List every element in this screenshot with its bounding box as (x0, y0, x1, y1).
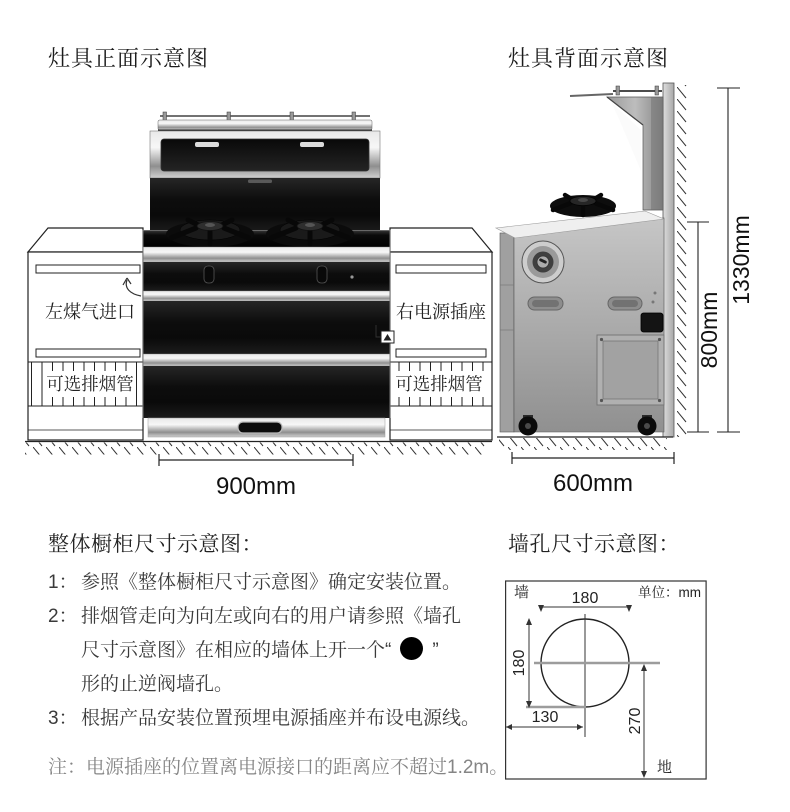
step-1 (48, 566, 508, 600)
back-dot-2 (652, 301, 655, 304)
step-2-number: 2： (48, 606, 78, 627)
dim-600mm-label: 600mm (552, 470, 634, 497)
left-cabinet-top (28, 228, 143, 252)
wall-label: 墙 (514, 584, 530, 601)
step-3-text: 根据产品安装位置预埋电源插座并布设电源线。 (81, 708, 481, 729)
left-cabinet-slot-top (36, 265, 140, 273)
right-cabinet-top (390, 228, 492, 252)
wall-hole-section-title: 墙孔尺寸示意图： (508, 533, 680, 556)
step-2 (48, 600, 508, 702)
dim-hole-width-label: 180 (571, 590, 599, 607)
drawer-2 (143, 301, 390, 354)
wall-hatch (675, 85, 687, 437)
dim-900mm (159, 454, 353, 500)
steel-strip-1 (143, 291, 390, 301)
back-ground-hatch (499, 438, 667, 450)
unit-label: 单位：mm (638, 585, 701, 600)
knob-left (204, 266, 214, 283)
step-2-line-2 (81, 634, 508, 668)
front-view-diagram (20, 75, 500, 505)
dim-800mm-label: 800mm (696, 291, 722, 369)
dim-900mm-label: 900mm (215, 473, 297, 500)
fan-outlet (522, 241, 564, 283)
back-view-title: 灶具背面示意图 (508, 46, 670, 71)
step-1-text: 参照《整体橱柜尺寸示意图》确定安装位置。 (81, 572, 462, 593)
ground-label: 地 (657, 759, 673, 776)
access-panel (597, 335, 664, 405)
right-cabinet-slot-top (396, 265, 486, 273)
gas-inlet-label: 左煤气进口 (45, 302, 135, 322)
steel-strip-2 (143, 354, 390, 366)
right-cabinet-body (390, 252, 492, 440)
back-dot-1 (654, 292, 657, 295)
back-burner (550, 195, 616, 217)
indicator-dot (350, 275, 353, 278)
duct-label-right: 可选排烟管 (395, 374, 483, 394)
ground-hatch (25, 443, 487, 455)
wall-hole-diagram (505, 576, 710, 786)
dim-1330mm-label: 1330mm (728, 215, 754, 305)
brand-logo (248, 180, 272, 184)
dim-1330mm (717, 88, 754, 432)
installation-steps (48, 566, 508, 736)
knob-right (317, 266, 327, 283)
power-socket-label: 右电源插座 (396, 302, 486, 322)
step-2-line-2-close-quote: ” (432, 640, 439, 661)
front-view-title: 灶具正面示意图 (48, 46, 210, 71)
right-cabinet (390, 228, 492, 440)
step-3 (48, 702, 508, 736)
drawer-3 (143, 366, 390, 418)
terminal-box (641, 313, 663, 332)
step-2-line-2-text: 尺寸示意图》在相应的墙体上开一个“ (81, 640, 392, 661)
cabinet-section-title: 整体橱柜尺寸示意图： (48, 533, 263, 556)
dim-hole-floor-height-label: 270 (627, 707, 644, 735)
dim-hole-offset-label: 130 (531, 709, 559, 726)
step-2-line-3: 形的止逆阀墙孔。 (81, 674, 234, 695)
dim-hole-width (538, 590, 632, 612)
step-3-number: 3： (48, 708, 78, 729)
stove-unit (143, 112, 390, 437)
step-1-number: 1： (48, 572, 78, 593)
vent-slot-right (608, 297, 642, 310)
vent-slot-left (528, 297, 563, 310)
back-hood (607, 97, 663, 210)
back-lid (570, 86, 662, 96)
stove-lid (158, 112, 372, 131)
right-cabinet-slot-bottom (396, 349, 486, 357)
wall-hole-shape-icon (400, 637, 423, 660)
step-2-text (81, 600, 508, 702)
dim-800mm (687, 222, 722, 432)
stove-hood (150, 131, 380, 178)
dim-hole-height-label: 180 (511, 649, 528, 677)
duct-label-left: 可选排烟管 (46, 374, 134, 394)
left-cabinet-slot-bottom (36, 349, 140, 357)
dim-hole-floor-height (627, 664, 647, 778)
base-handle (238, 422, 282, 433)
step-2-line-1: 排烟管走向为向左或向右的用户请参照《墙孔 (81, 606, 462, 627)
steel-band-top (143, 247, 390, 262)
dim-hole-offset (506, 709, 583, 730)
installation-note: 注：电源插座的位置离电源接口的距离应不超过1.2m。 (48, 757, 509, 778)
wall-hole-box (506, 581, 706, 779)
wall (663, 83, 674, 437)
back-left-face (500, 233, 514, 432)
dim-600mm (512, 452, 674, 497)
back-view-diagram (495, 75, 790, 505)
dim-hole-height (511, 618, 532, 708)
left-cabinet (28, 228, 143, 440)
